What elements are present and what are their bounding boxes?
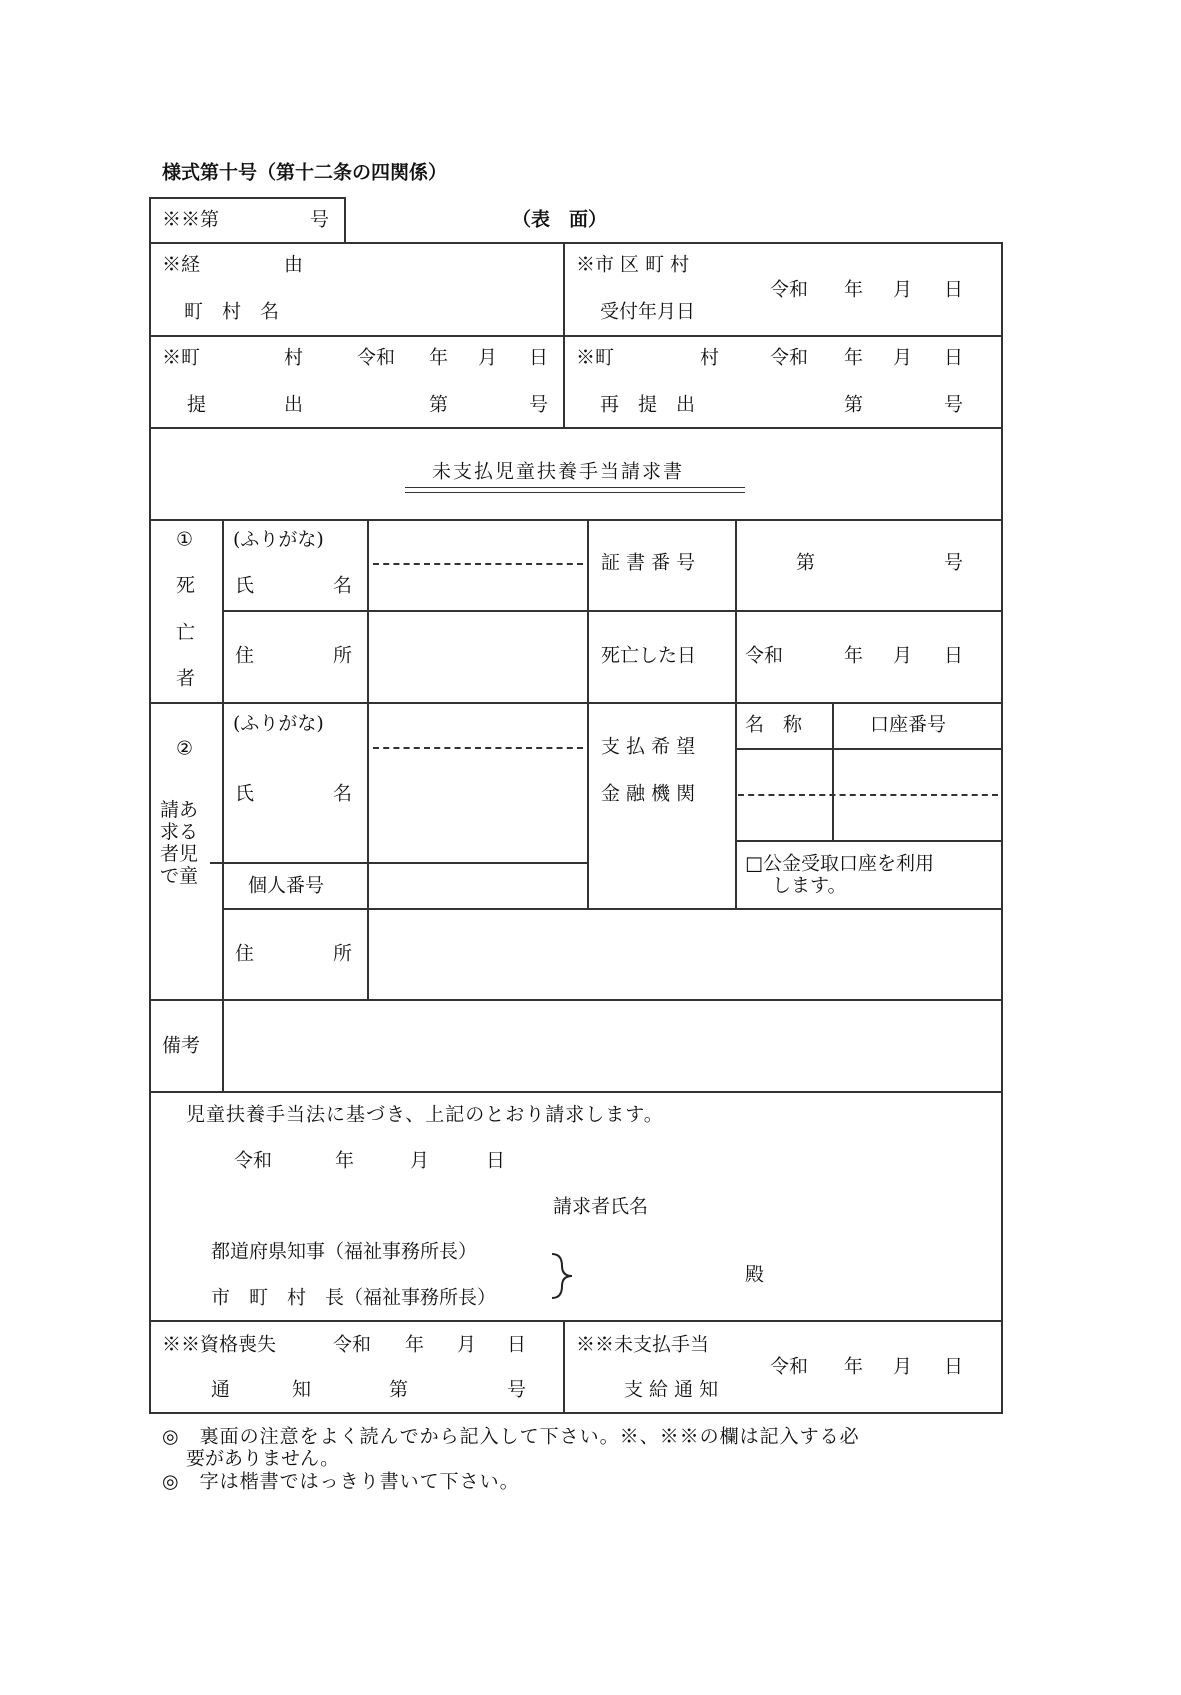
number-suffix: 号 — [310, 208, 330, 231]
date-year: 年 — [844, 346, 864, 369]
number-dai: 第 — [796, 551, 816, 574]
certificate-number-label: 証 書 番 号 — [601, 551, 696, 574]
my-number-label: 個人番号 — [248, 874, 325, 897]
number-go: 号 — [529, 393, 549, 416]
form-title: 未支払児童扶養手当請求書 — [432, 460, 685, 483]
deceased-label: 亡 — [176, 621, 196, 644]
date-era: 令和 — [770, 278, 809, 301]
number-go: 号 — [507, 1378, 527, 1401]
route-label: ※経 — [162, 253, 201, 276]
note-2: ◎ 字は楷書ではっきり書いて下さい。 — [162, 1470, 520, 1493]
addressee-mayor: 市 町 村 長（福祉事務所長） — [211, 1286, 497, 1309]
date-month: 月 — [457, 1333, 477, 1356]
unpaid-allowance-label: ※※未支払手当 — [576, 1333, 710, 1356]
number-dai: 第 — [389, 1378, 409, 1401]
address-label: 所 — [333, 942, 353, 965]
section-number: ② — [176, 737, 194, 760]
addressee-governor: 都道府県知事（福祉事務所長） — [211, 1240, 478, 1263]
date-month: 月 — [893, 644, 913, 667]
public-account-text: します。 — [772, 874, 847, 897]
death-date-label: 死亡した日 — [601, 644, 697, 667]
submit-label-a: ※町 — [162, 346, 201, 369]
date-day: 日 — [944, 346, 964, 369]
number-go: 号 — [944, 551, 964, 574]
note-1-cont: 要がありません。 — [186, 1447, 340, 1470]
number-dai: 第 — [429, 393, 449, 416]
disqualification-label: ※※資格喪失 — [162, 1333, 277, 1356]
municipality-label: ※市 区 町 村 — [576, 253, 690, 276]
number-go: 号 — [944, 393, 964, 416]
number-prefix: ※※第 — [162, 208, 220, 231]
side-label: （表 面） — [512, 208, 608, 231]
furigana-label: (ふりがな) — [233, 528, 324, 551]
name-label: 名 — [333, 574, 353, 597]
date-era: 令和 — [770, 346, 809, 369]
bank-label: 支 払 希 望 — [601, 735, 696, 758]
date-era: 令和 — [770, 1355, 809, 1378]
date-month: 月 — [893, 1355, 913, 1378]
bank-label: 金 融 機 関 — [601, 782, 696, 805]
form-header: 様式第十号（第十二条の四関係） — [162, 161, 448, 184]
date-month: 月 — [893, 278, 913, 301]
notice-label-b: 知 — [292, 1378, 312, 1401]
resubmit-label: 再 提 出 — [600, 393, 696, 416]
date-year: 年 — [405, 1333, 425, 1356]
date-day: 日 — [486, 1149, 506, 1172]
date-day: 日 — [507, 1333, 527, 1356]
submit-label-b: 村 — [284, 346, 304, 369]
address-label: 住 — [235, 644, 255, 667]
honorific-dono: 殿 — [745, 1263, 765, 1286]
number-dai: 第 — [844, 393, 864, 416]
resubmit-label-b: 村 — [700, 346, 720, 369]
public-account-checkbox[interactable]: □公金受取口座を利用 — [745, 852, 934, 875]
address-label: 所 — [333, 644, 353, 667]
remarks-label: 備考 — [162, 1034, 201, 1057]
date-era: 令和 — [333, 1333, 372, 1356]
resubmit-label-a: ※町 — [576, 346, 615, 369]
note-1: ◎ 裏面の注意をよく読んでから記入して下さい。※、※※の欄は記入する必 — [162, 1425, 860, 1448]
section-number: ① — [176, 528, 194, 551]
date-month: 月 — [893, 346, 913, 369]
date-era: 令和 — [357, 346, 396, 369]
date-day: 日 — [944, 644, 964, 667]
date-day: 日 — [944, 278, 964, 301]
deceased-label: 死 — [176, 574, 196, 597]
deceased-label: 者 — [176, 667, 196, 690]
date-day: 日 — [944, 1355, 964, 1378]
notice-label-a: 通 — [211, 1378, 231, 1401]
date-year: 年 — [844, 1355, 864, 1378]
name-label: 名 — [333, 782, 353, 805]
furigana-label: (ふりがな) — [233, 712, 324, 735]
submit-label-d: 出 — [284, 393, 304, 416]
submit-label-c: 提 — [187, 393, 207, 416]
date-month: 月 — [478, 346, 498, 369]
name-label: 氏 — [235, 782, 255, 805]
date-day: 日 — [529, 346, 549, 369]
date-year: 年 — [844, 644, 864, 667]
route-town-name-label: 町 村 名 — [184, 300, 280, 323]
date-month: 月 — [410, 1149, 430, 1172]
date-era: 令和 — [745, 644, 784, 667]
brace-icon — [550, 1250, 576, 1302]
claimant-name-label: 請求者氏名 — [553, 1195, 649, 1218]
payment-notice-label: 支 給 通 知 — [624, 1378, 719, 1401]
claimant-label: 請あ求る者児で童 — [160, 799, 199, 887]
date-year: 年 — [429, 346, 449, 369]
account-number-label: 口座番号 — [870, 713, 947, 736]
received-date-label: 受付年月日 — [600, 300, 696, 323]
address-label: 住 — [235, 942, 255, 965]
route-label-b: 由 — [284, 253, 304, 276]
name-label: 氏 — [235, 574, 255, 597]
date-year: 年 — [335, 1149, 355, 1172]
bank-name-label: 名 称 — [745, 713, 803, 736]
declaration-text: 児童扶養手当法に基づき、上記のとおり請求します。 — [186, 1103, 664, 1126]
date-era: 令和 — [234, 1149, 273, 1172]
date-year: 年 — [844, 278, 864, 301]
